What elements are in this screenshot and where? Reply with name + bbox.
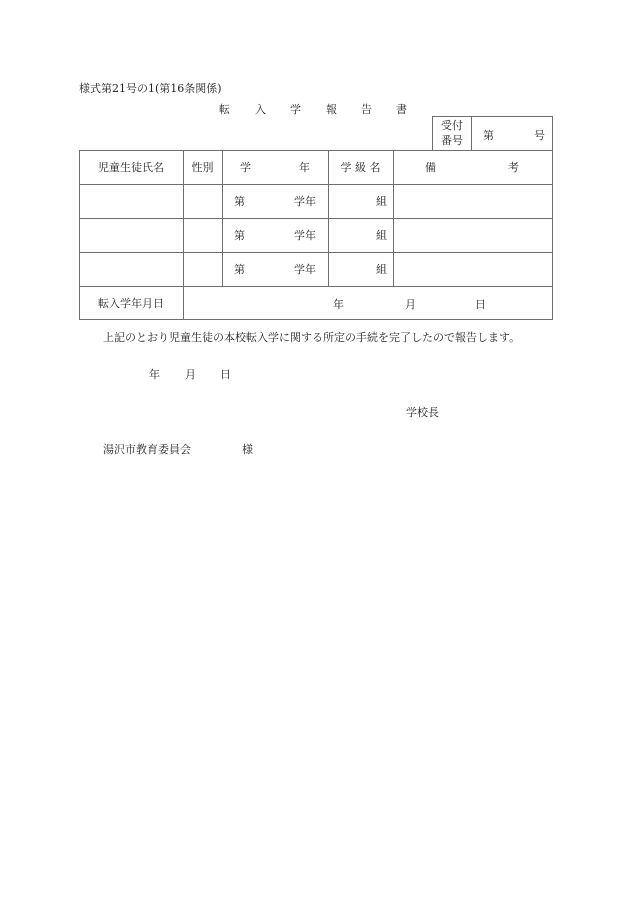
addressee-honorific: 様: [242, 443, 253, 456]
report-statement: 上記のとおり児童生徒の本校転入学に関する所定の手続を完了したので報告します。: [103, 331, 521, 344]
divider: [432, 116, 433, 150]
divider: [552, 116, 553, 150]
divider: [552, 150, 553, 320]
divider: [79, 252, 553, 253]
class-cell[interactable]: 組: [376, 195, 387, 208]
report-date-day: 日: [220, 368, 231, 381]
receipt-number-suffix: 号: [534, 129, 545, 142]
header-grade: [240, 150, 310, 184]
title-char: 告: [361, 103, 372, 116]
report-date-year: 年: [149, 368, 160, 381]
transfer-date-month: 月: [405, 298, 416, 311]
grade-cell[interactable]: [234, 252, 316, 286]
grade-cell[interactable]: [234, 184, 316, 218]
title-char: 報: [326, 103, 337, 116]
divider: [79, 319, 553, 320]
divider: [471, 116, 472, 150]
transfer-date-day: 日: [475, 298, 486, 311]
grade-prefix: 第: [234, 229, 245, 242]
grade-suffix: 学年: [294, 195, 316, 208]
divider: [79, 184, 553, 185]
receipt-label-line2: 番号: [441, 134, 463, 147]
receipt-label: [441, 118, 463, 148]
class-cell[interactable]: 組: [376, 229, 387, 242]
header-remarks: [425, 150, 519, 184]
header-remarks-a: 備: [425, 161, 436, 174]
header-class: 学 級 名: [340, 161, 381, 174]
divider: [432, 116, 553, 117]
header-grade-b: 年: [299, 161, 310, 174]
title-char: 学: [290, 103, 301, 116]
receipt-number-prefix: 第: [483, 129, 494, 142]
principal-label: 学校長: [406, 406, 439, 419]
grade-suffix: 学年: [294, 263, 316, 276]
header-sex: 性別: [191, 161, 214, 174]
header-grade-a: 学: [240, 161, 251, 174]
transfer-date-year: 年: [333, 298, 344, 311]
divider: [79, 218, 553, 219]
transfer-date-label: 転入学年月日: [98, 296, 164, 310]
addressee-name: 湯沢市教育委員会: [103, 443, 191, 456]
grade-prefix: 第: [234, 195, 245, 208]
header-name: 児童生徒氏名: [98, 161, 164, 174]
divider: [222, 150, 223, 286]
title-char: 入: [255, 103, 266, 116]
form-number-label: 様式第21号の1(第16条関係): [79, 82, 222, 95]
receipt-label-line1: 受付: [441, 119, 463, 132]
header-remarks-b: 考: [508, 161, 519, 174]
divider: [393, 150, 394, 286]
class-cell[interactable]: 組: [376, 263, 387, 276]
grade-cell[interactable]: [234, 218, 316, 252]
title-char: 書: [396, 103, 407, 116]
report-date-month: 月: [185, 368, 196, 381]
grade-suffix: 学年: [294, 229, 316, 242]
grade-prefix: 第: [234, 263, 245, 276]
title-char: 転: [219, 103, 230, 116]
